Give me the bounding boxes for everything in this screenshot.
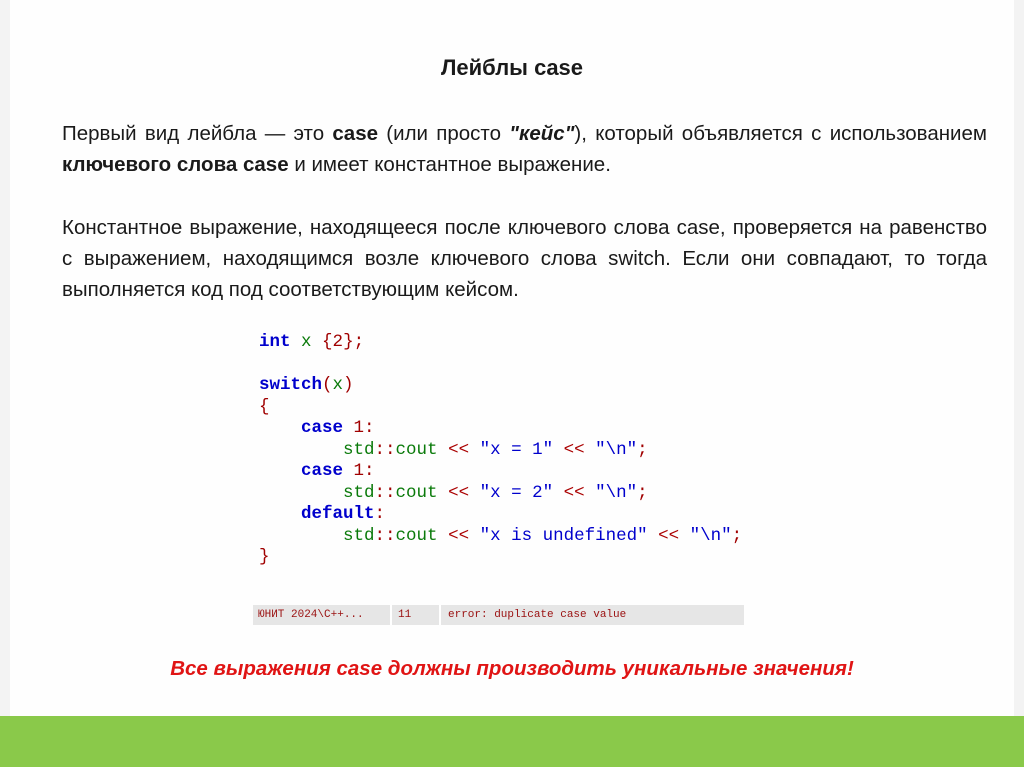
- error-line-number: 11: [398, 609, 412, 621]
- p1-text-4: и имеет константное выражение.: [288, 153, 611, 176]
- code-line-switch: switch(x): [259, 375, 354, 395]
- code-line-case-2: case 1:: [301, 461, 375, 481]
- error-file: ЮНИТ 2024\C++...: [258, 609, 364, 621]
- slide-left-edge: [0, 0, 10, 767]
- code-block: [259, 332, 742, 569]
- code-line-output-2: std::cout << "x = 2" << "\n";: [343, 482, 648, 503]
- p1-text-2: (или просто: [378, 122, 510, 145]
- footer-bar: [0, 716, 1024, 767]
- p1-bold-italic-keys: "кейс": [509, 122, 575, 145]
- code-line-open-brace: {: [259, 396, 270, 417]
- code-line-output-3: std::cout << "x is undefined" << "\n";: [343, 525, 743, 546]
- paragraph-1: [62, 118, 987, 180]
- p1-bold-case: case: [332, 122, 379, 145]
- code-line-1: int x {2};: [259, 332, 365, 352]
- error-column-divider: [390, 605, 392, 625]
- p1-text-1: Первый вид лейбла — это: [62, 122, 333, 145]
- compiler-error-row: [253, 605, 744, 625]
- slide-title: Лейблы case: [440, 55, 584, 80]
- error-column-divider: [439, 605, 441, 625]
- code-line-case-1: case 1:: [301, 418, 375, 438]
- p1-bold-keyword: ключевого слова case: [62, 153, 289, 176]
- code-line-output-1: std::cout << "x = 1" << "\n";: [343, 439, 648, 460]
- slide-right-edge: [1014, 0, 1024, 767]
- paragraph-2: Константное выражение, находящееся после ключевого слова case, проверяется на равенство с выражением, находящимся возле ключевого слова switch. Если они совпадают, то тогда выполняется код под соответствующим кейсом.: [62, 216, 987, 301]
- p1-text-3: ), который объявляется с использованием: [574, 122, 987, 145]
- code-line-close-brace: }: [259, 547, 270, 567]
- warning-note: Все выражения case должны производить уникальные значения!: [170, 657, 854, 680]
- error-message: error: duplicate case value: [448, 609, 627, 621]
- code-line-default: default:: [301, 504, 386, 524]
